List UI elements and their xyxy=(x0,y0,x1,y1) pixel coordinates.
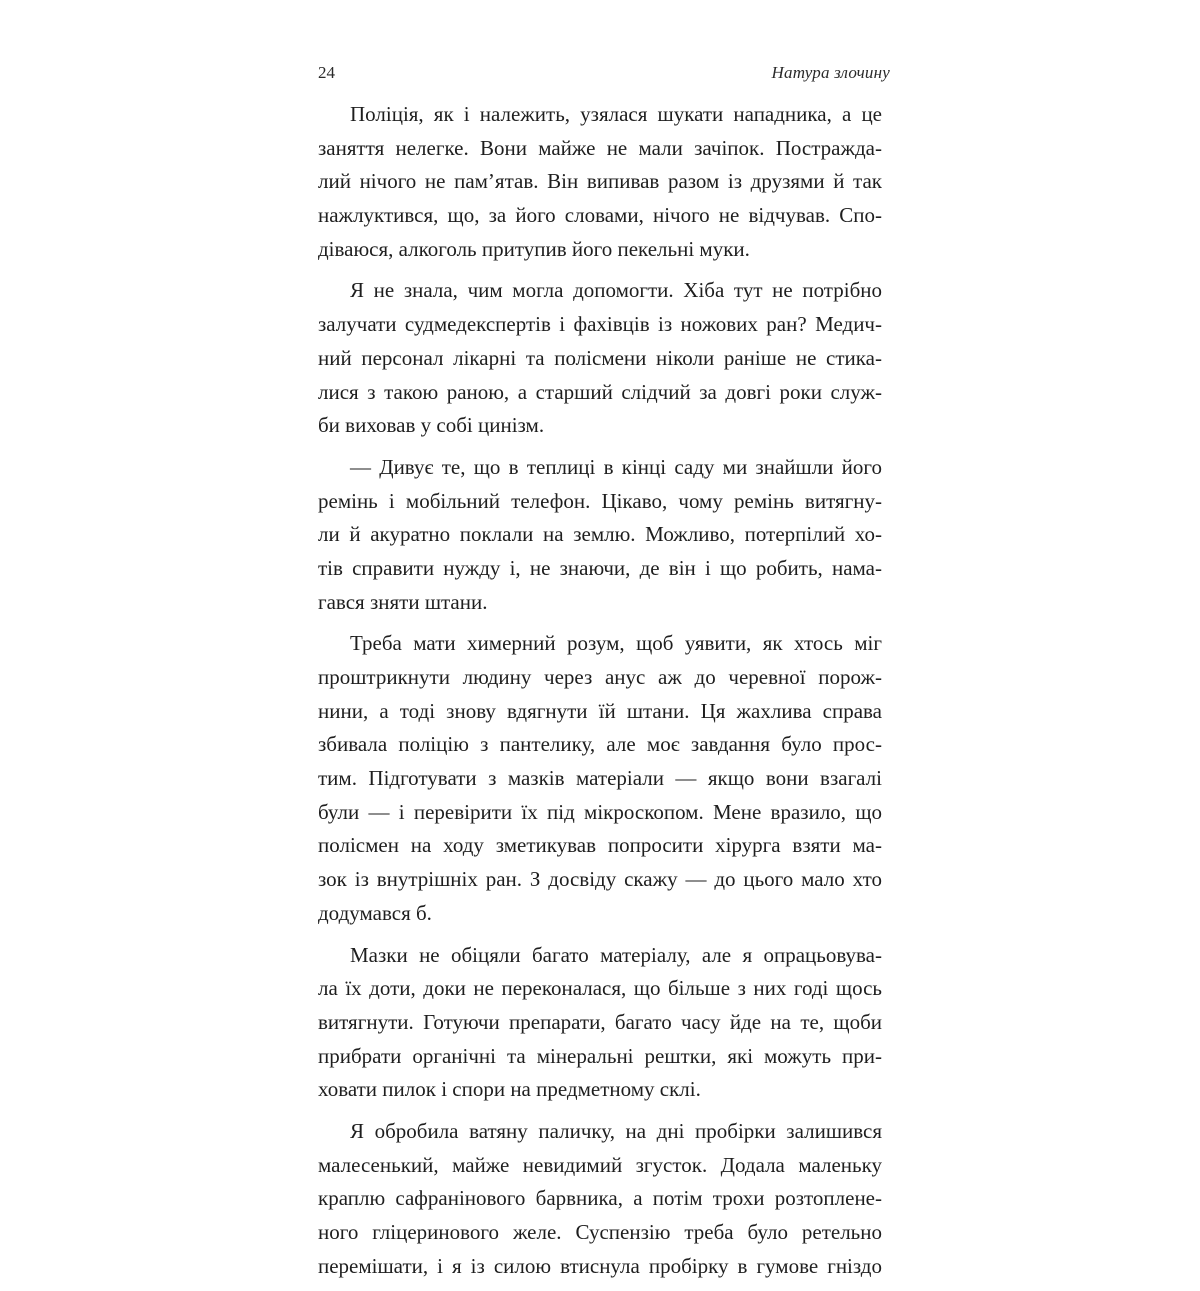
paragraph xyxy=(318,451,882,619)
text-line: Я не знала, чим могла допомогти. Хіба тут не потрібно xyxy=(350,278,882,303)
text-line: нини, а тоді знову вдягнути їй штани. Ця жахлива справа xyxy=(318,698,882,723)
text-line: зок із внутрішніх ран. З досвіду скажу — до цього мало хто xyxy=(318,867,882,892)
text-line: Мазки не обіцяли багато матеріалу, але я опрацьовува- xyxy=(350,942,882,967)
body-text xyxy=(318,98,882,1291)
running-title: Натура злочину xyxy=(771,63,890,82)
text-line: витягнути. Готуючи препарати, багато часу йде на те, щоби xyxy=(318,1009,882,1034)
text-line: лися з такою раною, а старший слідчий за довгі роки служ- xyxy=(318,379,882,404)
text-line: прибрати органічні та мінеральні рештки, які можуть при- xyxy=(318,1043,882,1068)
paragraph xyxy=(318,98,882,266)
text-line: Поліція, як і належить, узялася шукати нападника, а це xyxy=(350,102,882,126)
paragraph xyxy=(318,1115,882,1283)
text-line: Я обробила ватяну паличку, на дні пробірки залишився xyxy=(350,1118,882,1143)
text-line: діваюся, алкоголь притупив його пекельні муки. xyxy=(318,236,750,261)
text-line: ла їх доти, доки не переконалася, що більше з них годі щось xyxy=(318,976,882,1001)
text-line: ного гліцеринового желе. Суспензію треба було ретельно xyxy=(318,1220,882,1244)
text-line: краплю сафранінового барвника, а потім трохи розтоплене- xyxy=(318,1186,882,1211)
text-line: малесенький, майже невидимий згусток. Додала маленьку xyxy=(318,1152,882,1177)
text-line: залучати судмедекспертів і фахівців із ножових ран? Медич- xyxy=(318,312,882,337)
text-line: проштрикнути людину через анус аж до черевної порож- xyxy=(318,665,882,689)
text-line: лий нічого не пам’ятав. Він випивав разом із друзями й так xyxy=(318,169,882,194)
text-line: ховати пилок і спори на предметному склі. xyxy=(318,1077,701,1102)
text-line: ремінь і мобільний телефон. Цікаво, чому ремінь витягну- xyxy=(318,488,882,513)
text-line: — Дивує те, що в теплиці в кінці саду ми знайшли його xyxy=(350,454,882,479)
text-line: би виховав у собі цинізм. xyxy=(318,413,545,438)
paragraph xyxy=(318,939,882,1107)
text-line: полісмен на ходу зметикував попросити хірурга взяти ма- xyxy=(318,833,882,858)
text-line: тів справити нужду і, не знаючи, де він і що робить, нама- xyxy=(318,555,882,580)
text-line: збивала поліцію з пантелику, але моє завдання було прос- xyxy=(318,732,882,757)
paragraph xyxy=(318,274,882,442)
page-number: 24 xyxy=(318,63,335,82)
text-line: були — і перевірити їх під мікроскопом. Мене вразило, що xyxy=(318,799,882,824)
text-line: ний персонал лікарні та полісмени ніколи раніше не стика- xyxy=(318,345,882,370)
text-line: тим. Підготувати з мазків матеріали — якщо вони взагалі xyxy=(318,766,882,791)
text-line: заняття нелегке. Вони майже не мали зачіпок. Постражда- xyxy=(318,135,882,160)
text-line: ли й акуратно поклали на землю. Можливо, потерпілий хо- xyxy=(318,522,882,547)
paragraph xyxy=(318,627,882,930)
text-line: Треба мати химерний розум, щоб уявити, як хтось міг xyxy=(350,631,882,656)
running-head xyxy=(318,58,890,88)
text-line: нажлуктився, що, за його словами, нічого не відчував. Спо- xyxy=(318,203,882,228)
text-line: перемішати, і я із силою втиснула пробірку в гумове гніздо xyxy=(318,1253,882,1278)
text-line: додумався б. xyxy=(318,900,432,925)
text-line: гався зняти штани. xyxy=(318,589,488,614)
